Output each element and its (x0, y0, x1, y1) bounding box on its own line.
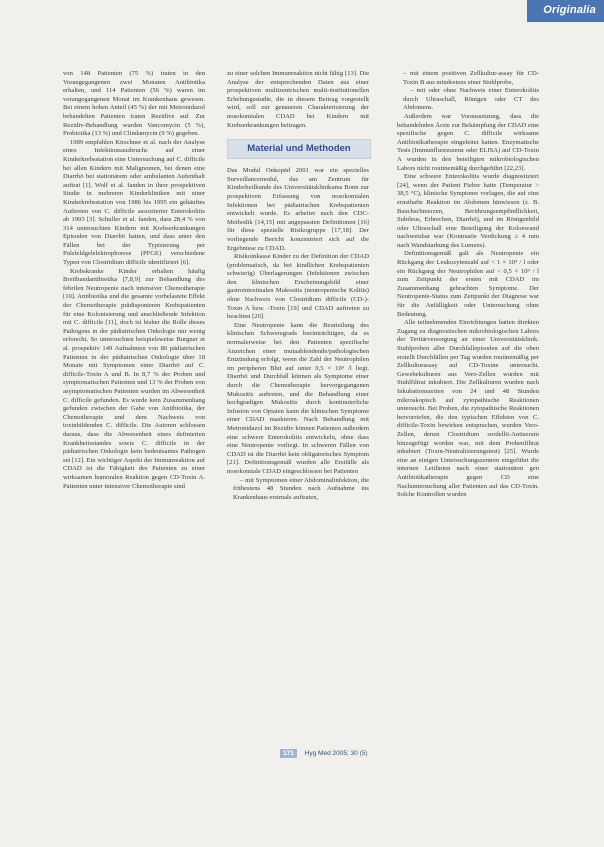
column-3 (397, 70, 539, 760)
paragraph: Eine Neutropenie kann die Beurteilung des klinischen Schweregrads beeinträchtigen, da es normalerweise bei den Patienten spezifische Anzeichen einer mutaablendende/pathologischen Entzündung erfolgt, wenn die Zahl der Neutrophilen im peripheren Blut auf unter 0,5 × 10⁹ /l liegt. Diarrhö und Durchfall können als Symptome einer durch die Chemotherapie hervorgegangenen Mukositis auftreten, und die Behandlung einer hochgradigen Mukositis durch kontinuierliche Infusion von Opiaten kann die klinischen Symptome einer CDAD maskieren. Nach Behandlung mit Metronidazol im Rezidiv können Patienten außerdem eine schwere Enterokolitis entwickeln, ohne dass eine Neutropenie vorliegt. In schweren Fällen von CDAD ist die Diarrhö kein obligatorisches Symptom [21]. Definitionsgemäß wurden alle Erstfälle als nosokomiale CDAD eingeschlossen bei Patienten (227, 321, 369, 475)
paragraph: Risikoinkasse Kinder zu der Definition der CDAD (problematisch, da bei kindlichen Krebspatienten schwierig) Überlagerungen (Infektionen zwischen den klinischen Erscheinungsbild einer gastrointestinalen Mukositis (neutropenische Kolitis) ohne Nachweis von Clostridium difficile (CD-)-Toxin A bzw. -Toxin [19] und CDAD auftreten zu beachten [20]. (227, 253, 369, 321)
section-header-bar (527, 0, 604, 22)
column-2 (227, 70, 369, 760)
list-item: – mit oder ohne Nachweis einer Enterokolitis durch Ultraschall, Röntgen oder CT des Abdomens. (403, 87, 539, 112)
paragraph: Alle teilnehmenden Einrichtungen hatten direkten Zugang zu diagnostischen mikrobiologischen Labors der Tertiärversorgung an einer Universitätsklinik. Stuhlproben aller Durchfallepisoden auf die oben erstellt Durchfällen per Tag wurden routinemäßig per Zellkulturassay auf CD-Toxine untersucht. Gewebekulturen aus Vero-Zellen wurden mit Stuhlfiltrat inkubiert. Die Zellkulturen wurden nach Inkubationszeiten von 24 und 48 Stunden mikroskopisch auf zytopathische Reaktionen untersucht. Bei Proben, die zytopathische Reaktionen hervorriefen, die den typischen Effekten von C. difficile-Toxin bewirken entsprachen, wurden Vero-Zellen, denen Clostridium sordellii-Antiserum hinzugefügt worden war, mit dem Probenfiltrat inkubiert (Toxin-Neutralisierungstest) [25]. Wurde eine an einigen Untersuchungszentren eingeführt die internen Leitlinien nach einer stationären gen Antibiotikatherapie gegen CD eine Nachuntersuchung aller Patienten auf das CD-Toxin. Solche Kontrollen wurden (397, 319, 539, 499)
paragraph: 1989 empfahlen Kirschner et al. nach der Analyse eines Infektionsausbruchs auf einer Kinderkrebsstation eine Untersuchung auf C. difficile bei allen Kindern mit Malignomen, bei denen eine Diarrhö bei stationärem oder ambulanten Aufenthalt auftrat [1]. Wolf et al. fanden in ihrer prospektiven Studie in mehreren Kinderkliniken mit einer Kinderkrebsstation von 1986 bis 1995 ein gehäuftes Auftreten von C. difficile assoziierter Enterokolitis ab 1993 [3]. Schuller et al. fanden, dass 28,4 % von 314 untersuchten Kindern mit Krebserkrankungen Episoden von Diarrhö hatten, und dass unter den Fällen bei der Typisierung per Pulsfeldgelelektrophorese (PFGE) verschiedene Typen von Clostridium difficile identifiziert [6]. (63, 138, 205, 267)
paragraph: Eine schwere Enterokolitis wurde diagnostiziert [24], wenn der Patient Fieber hatte (Temperatur > 38,5 °C), klinische Symptome vorlagen, die auf eine ernsthafte Reaktion im Abdomen hinwiesen (z. B. Bauchschmerzen, Berührungsempfindlichkeit, Subileus, Erbrechen, Diarrhö), und im Röntgenbild oder Ultraschall eine Beteiligung der Kolonwand nachweisbar war (Kontrastie Verdickung ≥ 4 mm nach Wandstarkung des Lumens). (397, 173, 539, 249)
paragraph: Definitionsgemäß galt als Neutropenie ein Rückgang der Leukozytenzahl auf < 1 × 10⁹ / l oder ein Rückgang der Neutrophilen auf < 0,5 × 10⁹ / l zum Zeitpunkt der ersten mit CDAD im Zusammenhang gebrachten Symptome. Der Neutropenie-Status zum Zeitpunkt der Diagnose war für die Anfälligkeit oder Untersuchung ohne Bedeutung. (397, 250, 539, 318)
paragraph: von 148 Patienten (75 %) traten in den Vorangegangenen zwei Monaten Antibiotika erhalten, und 114 Patienten (56 %) waren im vorangegangenen Monat im Krankenhaus gewesen. Bei einem hohen Anteil (45 %) der mit Metronidazol behandelten Patienten traten Rezidive auf. Zur Rezidiv-Behandlung wurden Vancomycin (5 %), Probiotika (13 %) und Clindamycin (9 %) gegeben. (63, 70, 205, 138)
paragraph: Krebskranke Kinder erhalten häufig Breitbandantibiotika [7,8,9] zur Behandlung des febrilen Neutropenie nach intensiver Chemotherapie [10]. Antibiotika und die gesamte vorbelastete Effekt der Chemotherapie prädisponieren Krebspatienten für eine Kolonisierung und anschließende Infektion mit C. difficile [11], doch ist bisher die Rolle dieses Pathogens in der pädiatrischen Onkologie nur wenig erforscht. So untersuchten beispielsweise Burgner et al. prospektiv 149 Aufnahmen von 86 pädiatrischen Patienten in der pädiatrischen Onkologie über 18 Monate mit Symptomen einer Diarrhö auf C. difficile-Toxin A und B. In 8,7 % der Proben und symptomatischen Patienten und 13 % der Proben von asymptomatischen Patienten wurden im Abwesenheit C. difficile gefunden. Es wurde kein Zusammenhang gefunden zwischen der Gabe von Antibiotika, der Chemotherapie und dem Nachweis von toxinbildenden C. difficile. Die Autoren schlossen daraus, dass die Abwesenheit eines definierten Krankheitsstandes sowie C. difficile in der pädiatrischen Onkologie kein bedeutsames Pathogen sei [12]. Ein wichtiger Aspekt der Immunreaktion auf CDAD ist die Fähigkeit des Patienten zu einer wirksamen humoralen Reaktion gegen CD-Toxin A. Patienten unter intensiver Chemotherapie sind (63, 267, 205, 490)
journal-citation: Hyg Med 2005; 30 (5) (304, 750, 368, 757)
paragraph: zu einer solchen Immunreaktion nicht fähig [13]. Die Analyse der entsprechenden Daten aus einer prospektiven multizentrischen multi-institutionellen Erhebungsstudie, die in diesem Beitrag vorgestellt wird, soll zur genaueren Charakterisierung der nosokomialen CDAD bei Kindern mit Krebserkrankungen beitragen. (227, 70, 369, 129)
section-heading: Material und Methoden (227, 139, 371, 159)
column-1 (63, 70, 205, 760)
section-label: Originalia (543, 4, 596, 16)
list-item: – mit Symptomen einer Abdominalinfektion, die frühestens 48 Stunden nach Aufnahme ins Krankenhaus erstmals auftraten, (233, 476, 369, 501)
list-item: – mit einem positiven Zellkultur-assay für CD-Toxin B aus mindestens einer Stuhlprobe, (403, 70, 539, 86)
page-footer (280, 749, 368, 758)
paragraph: Außerdem war Voraussetzung, dass die behandelnden Ärzte zur Bekämpfung der CDAD eine spezifische gegen C. difficile wirksame Antibiotikatherapie eingeleitet hatten. Enzymatische Tests (Immunfluoreszenz oder ELISA) auf CD-Toxin A wurden in den beteiligten mikrobiologischen Labors nicht routinemäßig durchgeführt [22,23]. (397, 112, 539, 172)
page-number: 171 (280, 749, 297, 758)
paragraph: Das Modul Onkopäd 2001 war ein spezielles Surveillancemodul, das am Zentrum für Kinderheilkunde des Universitätsklinikums Bonn zur prospektiven Erfassung von nosokomialen Infektionen bei pädiatrischen Krebspatienten entwickelt wurde. Es arbeitet nach den CDC-Methodik [14,15] mit angepassten Definitionen [16] für diese spezielle Risikogruppe [17,18]. Der vorliegende Bericht konzentriert sich auf die Ergebnisse zu CDAD. (227, 167, 369, 252)
